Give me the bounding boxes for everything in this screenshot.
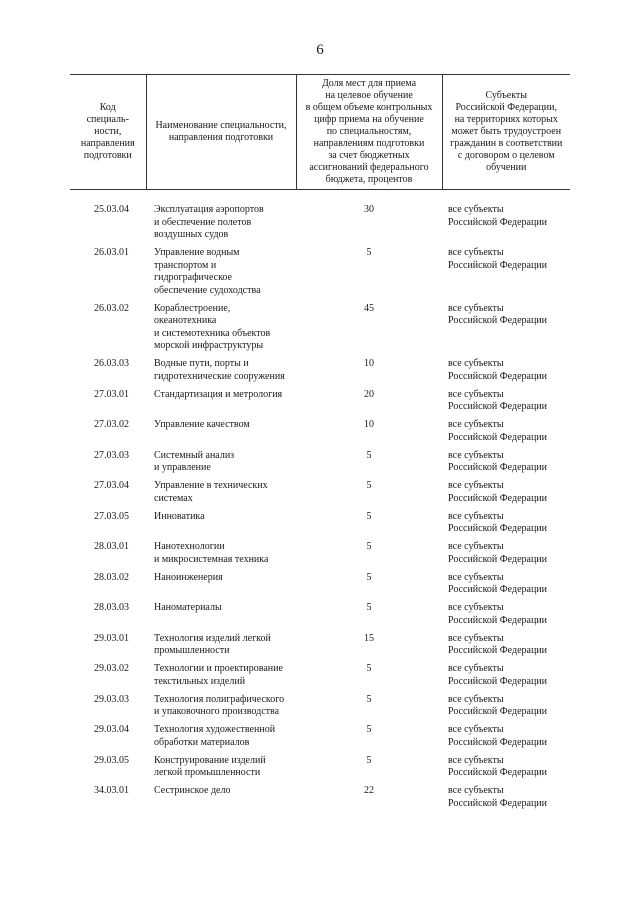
specialty-name	[146, 204, 296, 242]
table-row	[70, 572, 570, 597]
text-line: Технология изделий легкой	[154, 632, 271, 644]
text-line: Российской Федерации,	[455, 102, 557, 113]
federation-subjects	[442, 204, 570, 242]
text-line: Российской Федерации	[448, 259, 548, 271]
table-row	[70, 247, 570, 297]
specialty-code-text: 29.03.03	[94, 693, 129, 705]
text-line: Технология полиграфического	[154, 693, 285, 705]
text-line: направления	[80, 138, 135, 149]
text-line: Российской Федерации	[448, 675, 548, 687]
specialty-code	[70, 724, 146, 749]
federation-subjects	[442, 572, 570, 597]
federation-subjects	[442, 785, 570, 810]
admission-share: 5	[366, 449, 372, 461]
specialty-code	[70, 541, 146, 566]
specialty-name	[146, 511, 296, 536]
text-line: Кораблестроение,	[154, 302, 231, 314]
text-line: Российской Федерации	[448, 370, 548, 382]
specialty-code-text: 29.03.04	[94, 724, 129, 735]
specialty-name	[146, 480, 296, 505]
text-line: Инноватика	[154, 510, 205, 522]
text-line: направления подготовки	[168, 132, 274, 143]
text-line: Российской Федерации	[448, 706, 548, 717]
text-line: Конструирование изделий	[154, 754, 266, 766]
table-header	[70, 75, 570, 190]
text-line: гражданин в соответствии	[450, 138, 563, 149]
text-line: Российской Федерации	[448, 315, 548, 326]
text-line: текстильных изделий	[154, 675, 246, 687]
text-line: Российской Федерации	[448, 431, 548, 443]
admission-share: 5	[366, 724, 372, 735]
text-line: гидрографическое	[154, 272, 232, 283]
specialty-code-text: 28.03.03	[94, 602, 129, 613]
table-row	[70, 480, 570, 505]
text-line: все субъекты	[448, 785, 504, 796]
table-row	[70, 633, 570, 658]
text-line: Российской Федерации	[448, 523, 548, 534]
specialty-code	[70, 755, 146, 780]
federation-subjects	[442, 303, 570, 353]
text-line: Системный анализ	[154, 449, 235, 461]
text-line: все субъекты	[448, 247, 504, 258]
text-line: с договором о целевом	[457, 150, 555, 161]
targeted-admission-table	[70, 74, 570, 816]
text-line: и системотехника объектов	[154, 327, 271, 339]
text-line: специаль-	[86, 114, 129, 125]
text-line: Наноматериалы	[154, 602, 222, 613]
text-line: все субъекты	[448, 602, 504, 613]
text-line: обработки материалов	[154, 736, 250, 748]
text-line: Российской Федерации	[448, 584, 548, 595]
specialty-code	[70, 480, 146, 505]
specialty-name	[146, 358, 296, 383]
specialty-name	[146, 572, 296, 597]
text-line: Российской Федерации	[448, 767, 548, 778]
text-line: морской инфраструктуры	[154, 340, 264, 351]
text-line: Нанотехнологии	[154, 541, 225, 552]
specialty-code-text: 26.03.02	[94, 302, 129, 314]
specialty-code-text: 26.03.03	[94, 358, 129, 369]
specialty-name	[146, 755, 296, 780]
table-row	[70, 694, 570, 719]
text-line: Российской Федерации	[448, 736, 548, 748]
text-line: все субъекты	[448, 724, 504, 735]
text-line: Технологии и проектирование	[154, 663, 283, 674]
spacer-row	[70, 190, 570, 205]
text-line: Управление в технических	[154, 480, 268, 491]
text-line: все субъекты	[448, 571, 504, 583]
text-line: все субъекты	[448, 693, 504, 705]
text-line: все субъекты	[448, 663, 504, 674]
text-line: Сестринское дело	[154, 785, 231, 796]
specialty-name	[146, 694, 296, 719]
text-line: океанотехника	[154, 315, 217, 326]
table-row	[70, 602, 570, 627]
specialty-code	[70, 572, 146, 597]
text-line: все субъекты	[448, 388, 504, 400]
text-line: в общем объеме контрольных	[305, 102, 433, 113]
specialty-name	[146, 785, 296, 810]
text-line: Водные пути, порты и	[154, 358, 249, 369]
federation-subjects	[442, 247, 570, 297]
specialty-code-text: 27.03.05	[94, 510, 129, 522]
text-line: Код	[99, 102, 116, 113]
text-line: все субъекты	[448, 541, 504, 552]
specialty-name	[146, 247, 296, 297]
specialty-name	[146, 303, 296, 353]
federation-subjects	[442, 419, 570, 444]
text-line: все субъекты	[448, 419, 504, 430]
federation-subjects	[442, 694, 570, 719]
specialty-code-text: 26.03.01	[94, 247, 129, 258]
text-line: транспортом и	[154, 259, 217, 271]
federation-subjects	[442, 663, 570, 688]
admission-share: 5	[366, 480, 372, 491]
specialty-name	[146, 633, 296, 658]
text-line: системах	[154, 492, 193, 504]
text-line: Российской Федерации	[448, 797, 548, 809]
text-line: Технология художественной	[154, 724, 276, 735]
admission-share: 15	[364, 632, 374, 644]
text-line: Стандартизация и метрология	[154, 388, 283, 400]
text-line: Российской Федерации	[448, 216, 548, 228]
page-number: 6	[316, 42, 324, 58]
specialty-code	[70, 450, 146, 475]
text-line: на территориях которых	[454, 114, 558, 125]
text-line: Управление водным	[154, 247, 240, 258]
text-line: Доля мест для приема	[321, 78, 417, 89]
table-row	[70, 785, 570, 810]
text-line: все субъекты	[448, 302, 504, 314]
text-line: обеспечение судоходства	[154, 284, 261, 296]
specialty-name	[146, 602, 296, 627]
admission-share: 10	[364, 358, 374, 369]
text-line: Наименование специальности,	[155, 120, 287, 131]
specialty-code	[70, 389, 146, 414]
text-line: промышленности	[154, 645, 230, 656]
table-row	[70, 204, 570, 242]
text-line: все субъекты	[448, 632, 504, 644]
specialty-name	[146, 389, 296, 414]
text-line: воздушных судов	[154, 229, 229, 240]
text-line: подготовки	[83, 150, 132, 161]
specialty-code-text: 25.03.04	[94, 204, 129, 215]
text-line: Эксплуатация аэропортов	[154, 204, 264, 215]
specialty-code	[70, 303, 146, 353]
specialty-name	[146, 541, 296, 566]
admission-share: 30	[364, 204, 374, 215]
table-row	[70, 419, 570, 444]
admission-share: 10	[364, 419, 374, 430]
header-subjects	[442, 75, 570, 190]
table-row	[70, 755, 570, 780]
specialty-code-text: 29.03.01	[94, 632, 129, 644]
specialty-name	[146, 450, 296, 475]
header-code	[70, 75, 146, 190]
text-line: направлениям подготовки	[313, 138, 425, 149]
specialty-code-text: 27.03.04	[94, 480, 129, 491]
table-row	[70, 511, 570, 536]
specialty-name	[146, 419, 296, 444]
text-line: Российской Федерации	[448, 614, 548, 626]
specialty-code	[70, 358, 146, 383]
text-line: все субъекты	[448, 449, 504, 461]
federation-subjects	[442, 389, 570, 414]
table-row	[70, 303, 570, 353]
federation-subjects	[442, 480, 570, 505]
specialty-code-text: 27.03.03	[94, 449, 129, 461]
table-row	[70, 450, 570, 475]
admission-share: 5	[366, 693, 372, 705]
federation-subjects	[442, 450, 570, 475]
federation-subjects	[442, 633, 570, 658]
text-line: ности,	[94, 126, 122, 137]
text-line: и обеспечение полетов	[154, 216, 252, 228]
admission-share: 20	[364, 388, 374, 400]
text-line: может быть трудоустроен	[451, 126, 562, 137]
specialty-code-text: 28.03.01	[94, 541, 129, 552]
specialty-code	[70, 247, 146, 297]
text-line: все субъекты	[448, 204, 504, 215]
table-row	[70, 541, 570, 566]
text-line: и упаковочного производства	[154, 706, 280, 717]
targeted-admission-table-container	[70, 74, 570, 816]
specialty-code	[70, 633, 146, 658]
text-line: по специальностям,	[326, 126, 412, 137]
table-row	[70, 724, 570, 749]
admission-share: 22	[364, 785, 374, 796]
text-line: бюджета, процентов	[325, 174, 413, 185]
text-line: гидротехнические сооружения	[154, 370, 285, 382]
federation-subjects	[442, 755, 570, 780]
admission-share: 45	[364, 302, 374, 314]
text-line: на целевое обучение	[325, 90, 413, 101]
text-line: Наноинженерия	[154, 571, 223, 583]
federation-subjects	[442, 511, 570, 536]
admission-share: 5	[366, 247, 372, 258]
text-line: все субъекты	[448, 480, 504, 491]
text-line: легкой промышленности	[154, 767, 261, 778]
specialty-code	[70, 663, 146, 688]
row-gap	[70, 810, 570, 816]
admission-share: 5	[366, 602, 372, 613]
table-row	[70, 389, 570, 414]
federation-subjects	[442, 358, 570, 383]
text-line: Российской Федерации	[448, 645, 548, 656]
specialty-code	[70, 785, 146, 810]
text-line: цифр приема на обучение	[314, 114, 424, 125]
specialty-code-text: 29.03.05	[94, 754, 129, 766]
text-line: за счет бюджетных	[328, 150, 410, 161]
text-line: обучении	[486, 162, 527, 173]
header-name	[146, 75, 296, 190]
specialty-code	[70, 694, 146, 719]
specialty-code-text: 28.03.02	[94, 571, 129, 583]
federation-subjects	[442, 602, 570, 627]
specialty-name	[146, 663, 296, 688]
specialty-code-text: 27.03.01	[94, 388, 129, 400]
table-row	[70, 663, 570, 688]
admission-share: 5	[366, 571, 372, 583]
admission-share: 5	[366, 541, 372, 552]
text-line: Российской Федерации	[448, 462, 548, 473]
text-line: Субъекты	[485, 90, 528, 101]
admission-share: 5	[366, 510, 372, 522]
text-line: все субъекты	[448, 358, 504, 369]
specialty-code-text: 27.03.02	[94, 419, 129, 430]
specialty-code	[70, 204, 146, 242]
federation-subjects	[442, 724, 570, 749]
text-line: все субъекты	[448, 754, 504, 766]
specialty-code-text: 29.03.02	[94, 663, 129, 674]
text-line: Российской Федерации	[448, 553, 548, 565]
text-line: ассигнований федерального	[309, 162, 429, 173]
text-line: Российской Федерации	[448, 492, 548, 504]
specialty-code	[70, 511, 146, 536]
admission-share: 5	[366, 663, 372, 674]
admission-share: 5	[366, 754, 372, 766]
text-line: и микросистемная техника	[154, 553, 269, 565]
text-line: все субъекты	[448, 510, 504, 522]
text-line: и управление	[154, 462, 211, 473]
federation-subjects	[442, 541, 570, 566]
specialty-code-text: 34.03.01	[94, 785, 129, 796]
table-row	[70, 358, 570, 383]
specialty-code	[70, 602, 146, 627]
table-body	[70, 190, 570, 816]
text-line: Российской Федерации	[448, 401, 548, 412]
header-share	[296, 75, 442, 190]
text-line: Управление качеством	[154, 419, 250, 430]
specialty-code	[70, 419, 146, 444]
specialty-name	[146, 724, 296, 749]
